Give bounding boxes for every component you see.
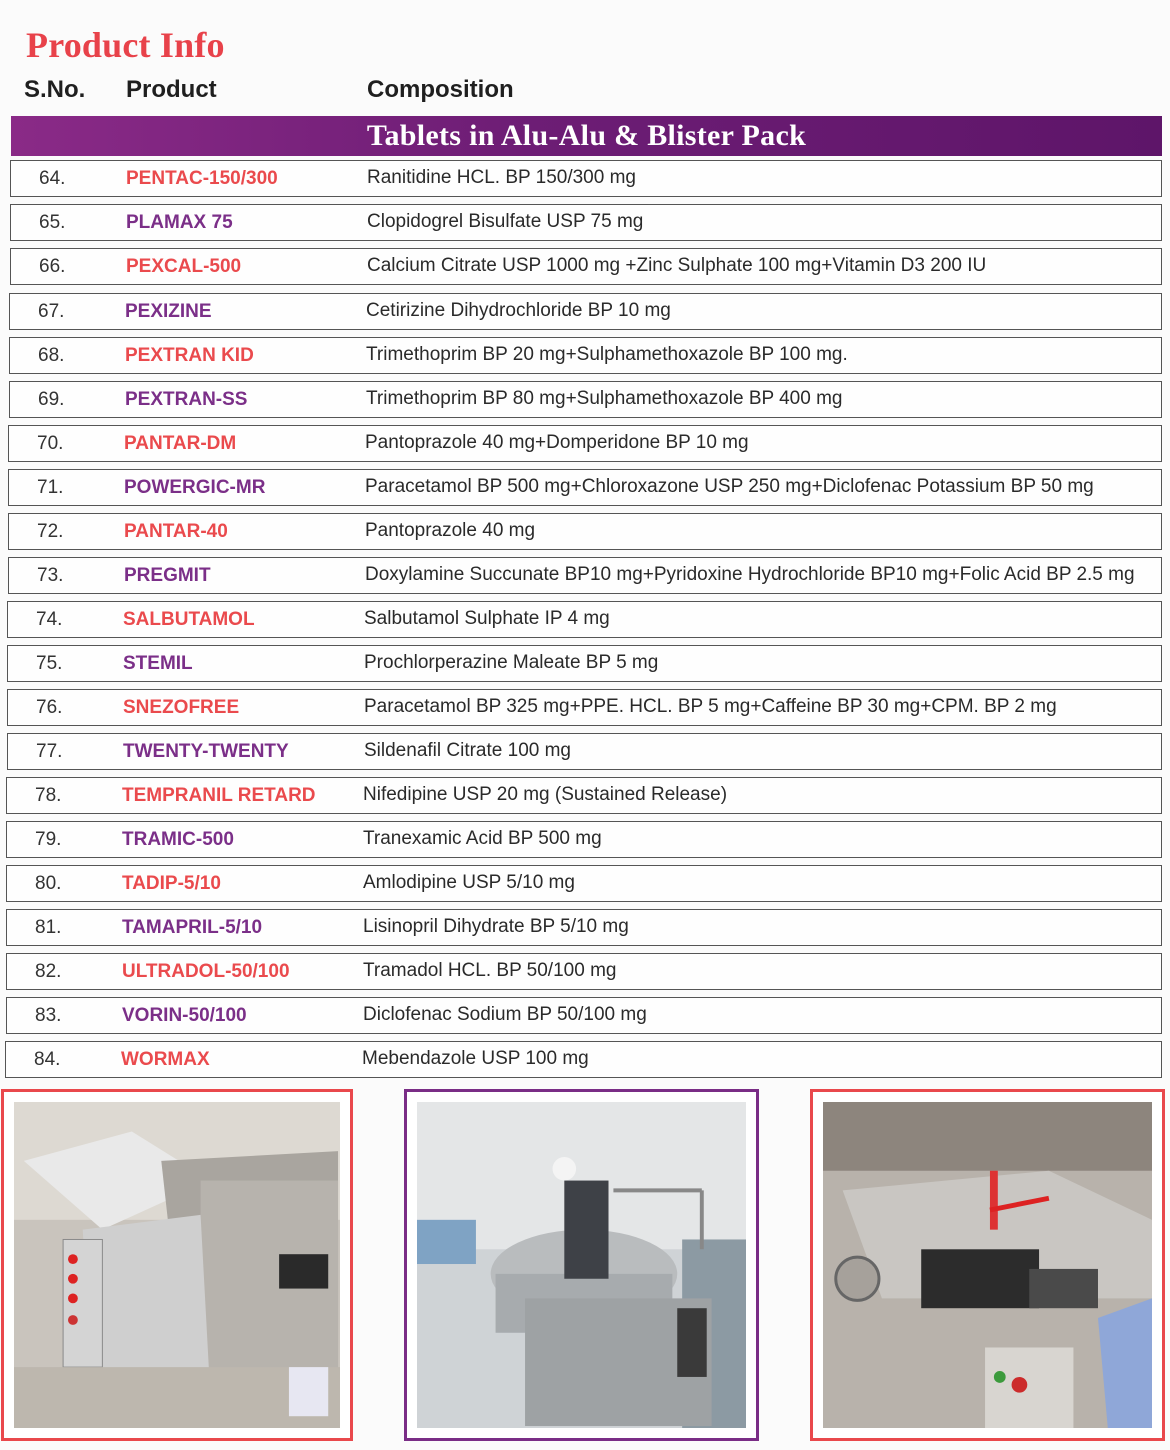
composition-text: Salbutamol Sulphate IP 4 mg [364, 608, 610, 629]
section-banner [11, 116, 1162, 156]
product-name: POWERGIC-MR [124, 477, 266, 498]
row-number: 68. [38, 345, 65, 366]
product-name: TAMAPRIL-5/10 [122, 917, 263, 938]
product-name: TWENTY-TWENTY [123, 741, 289, 762]
row-number: 70. [37, 433, 64, 454]
row-number: 76. [36, 697, 63, 718]
table-row [10, 248, 1162, 285]
table-row [7, 645, 1162, 682]
product-name: SNEZOFREE [123, 697, 240, 718]
product-name: PREGMIT [124, 565, 211, 586]
composition-text: Nifedipine USP 20 mg (Sustained Release) [363, 784, 728, 805]
table-row [10, 160, 1162, 197]
row-number: 72. [37, 521, 64, 542]
row-number: 67. [38, 301, 65, 322]
composition-text: Sildenafil Citrate 100 mg [364, 740, 571, 761]
table-row [7, 601, 1162, 638]
table-row [6, 953, 1162, 990]
photo-frame-1 [1, 1089, 353, 1441]
composition-text: Amlodipine USP 5/10 mg [363, 872, 575, 893]
product-name: WORMAX [121, 1049, 210, 1070]
composition-text: Clopidogrel Bisulfate USP 75 mg [367, 211, 644, 232]
composition-text: Paracetamol BP 500 mg+Chloroxazone USP 250 mg+Diclofenac Potassium BP 50 mg [365, 476, 1094, 497]
row-number: 75. [36, 653, 63, 674]
row-number: 81. [35, 917, 62, 938]
table-row [6, 821, 1162, 858]
row-number: 78. [35, 785, 62, 806]
row-number: 84. [34, 1049, 61, 1070]
section-banner-title: Tablets in Alu-Alu & Blister Pack [366, 119, 807, 152]
table-row [5, 1041, 1162, 1078]
product-name: PANTAR-40 [124, 521, 228, 542]
table-row [8, 557, 1162, 594]
product-name: PEXTRAN-SS [125, 389, 248, 410]
product-name: PANTAR-DM [124, 433, 237, 454]
row-number: 69. [38, 389, 65, 410]
row-number: 77. [36, 741, 63, 762]
table-row [9, 293, 1162, 330]
table-row [7, 733, 1162, 770]
product-name: TEMPRANIL RETARD [122, 785, 316, 806]
composition-text: Trimethoprim BP 80 mg+Sulphamethoxazole BP 400 mg [366, 388, 843, 409]
row-number: 74. [36, 609, 63, 630]
table-row [7, 689, 1162, 726]
product-name: PLAMAX 75 [126, 212, 233, 233]
composition-text: Diclofenac Sodium BP 50/100 mg [363, 1004, 647, 1025]
composition-text: Mebendazole USP 100 mg [362, 1048, 589, 1069]
product-name: PEXIZINE [125, 301, 212, 322]
product-name: TRAMIC-500 [122, 829, 234, 850]
composition-text: Pantoprazole 40 mg+Domperidone BP 10 mg [365, 432, 749, 453]
composition-text: Doxylamine Succunate BP10 mg+Pyridoxine Hydrochloride BP10 mg+Folic Acid BP 2.5 mg [365, 564, 1135, 585]
table-row [10, 204, 1162, 241]
column-header-product: Product [126, 76, 217, 103]
row-number: 66. [39, 256, 66, 277]
composition-text: Cetirizine Dihydrochloride BP 10 mg [366, 300, 671, 321]
composition-text: Prochlorperazine Maleate BP 5 mg [364, 652, 659, 673]
table-row [9, 337, 1162, 374]
composition-text: Tramadol HCL. BP 50/100 mg [363, 960, 617, 981]
product-name: VORIN-50/100 [122, 1005, 247, 1026]
product-name: TADIP-5/10 [122, 873, 221, 894]
row-number: 64. [39, 168, 66, 189]
table-row [6, 997, 1162, 1034]
product-name: PEXTRAN KID [125, 345, 254, 366]
column-header-sno: S.No. [24, 76, 86, 103]
product-name: SALBUTAMOL [123, 609, 255, 630]
composition-text: Pantoprazole 40 mg [365, 520, 536, 541]
composition-text: Tranexamic Acid BP 500 mg [363, 828, 602, 849]
photo-frame-2 [404, 1089, 759, 1441]
table-row [8, 469, 1162, 506]
composition-text: Ranitidine HCL. BP 150/300 mg [367, 167, 636, 188]
table-row [6, 777, 1162, 814]
composition-text: Paracetamol BP 325 mg+PPE. HCL. BP 5 mg+Caffeine BP 30 mg+CPM. BP 2 mg [364, 696, 1057, 717]
composition-text: Calcium Citrate USP 1000 mg +Zinc Sulphate 100 mg+Vitamin D3 200 IU [367, 255, 987, 276]
composition-text: Trimethoprim BP 20 mg+Sulphamethoxazole BP 100 mg. [366, 344, 848, 365]
blister-machine-photo [823, 1102, 1152, 1428]
row-number: 79. [35, 829, 62, 850]
row-number: 73. [37, 565, 64, 586]
photo-frame-3 [810, 1089, 1165, 1441]
row-number: 65. [39, 212, 66, 233]
table-row [8, 513, 1162, 550]
granulator-photo [417, 1102, 746, 1428]
product-name: ULTRADOL-50/100 [122, 961, 290, 982]
table-row [6, 909, 1162, 946]
product-name: PENTAC-150/300 [126, 168, 278, 189]
table-row [9, 381, 1162, 418]
product-name: STEMIL [123, 653, 193, 674]
page-title: Product Info [26, 25, 225, 65]
column-header-composition: Composition [367, 76, 514, 103]
row-number: 83. [35, 1005, 62, 1026]
table-row [8, 425, 1162, 462]
row-number: 82. [35, 961, 62, 982]
machine-photo [14, 1102, 340, 1428]
composition-text: Lisinopril Dihydrate BP 5/10 mg [363, 916, 629, 937]
product-name: PEXCAL-500 [126, 256, 242, 277]
table-row [6, 865, 1162, 902]
row-number: 80. [35, 873, 62, 894]
row-number: 71. [37, 477, 64, 498]
